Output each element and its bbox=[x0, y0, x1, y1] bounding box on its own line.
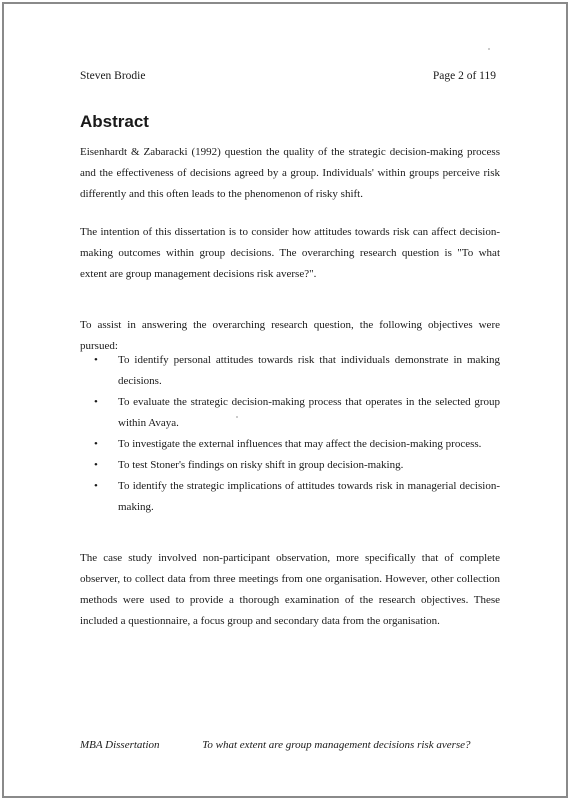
bullet-icon: • bbox=[94, 354, 98, 366]
page-header bbox=[80, 70, 496, 82]
footer-right: To what extent are group management decisions risk averse? bbox=[202, 739, 471, 751]
header-page-number: Page 2 of 119 bbox=[432, 70, 496, 82]
footer-left: MBA Dissertation bbox=[80, 739, 160, 751]
objective-text: To identify personal attitudes towards risk that individuals demonstrate in making decisions. bbox=[118, 354, 500, 387]
objective-text: To evaluate the strategic decision-making process that operates in the selected group within Avaya. bbox=[118, 396, 500, 429]
scan-speck bbox=[488, 48, 490, 50]
header-author: Steven Brodie bbox=[80, 70, 146, 82]
abstract-paragraph-3: To assist in answering the overarching research question, the following objectives were pursued: bbox=[80, 319, 500, 352]
objectives-list bbox=[94, 350, 500, 518]
list-item bbox=[94, 476, 500, 518]
document-page bbox=[2, 2, 568, 798]
objective-text: To identify the strategic implications of attitudes towards risk in managerial decision-making. bbox=[118, 480, 500, 513]
page-footer bbox=[80, 739, 471, 751]
objective-text: To test Stoner's findings on risky shift in group decision-making. bbox=[118, 459, 404, 471]
list-item bbox=[94, 392, 500, 434]
list-item bbox=[94, 434, 500, 455]
bullet-icon: • bbox=[94, 438, 98, 450]
section-title: Abstract bbox=[80, 112, 149, 131]
bullet-icon: • bbox=[94, 396, 98, 408]
abstract-paragraph-2: The intention of this dissertation is to consider how attitudes towards risk can affect decision-making outcomes within group decisions. The overarching research question is "To what extent are group management decisions risk averse?". bbox=[80, 226, 500, 280]
list-item bbox=[94, 455, 500, 476]
scan-speck bbox=[236, 416, 238, 418]
bullet-icon: • bbox=[94, 480, 98, 492]
abstract-paragraph-1: Eisenhardt & Zabaracki (1992) question the quality of the strategic decision-making process and the effectiveness of decisions agreed by a group. Individuals' within groups perceive risk differently and this often leads to the phenomenon of risky shift. bbox=[80, 146, 500, 200]
abstract-paragraph-4: The case study involved non-participant observation, more specifically that of complete observer, to collect data from three meetings from one organisation. However, other collection methods were used to provide a thorough examination of the research objectives. These included a questionnaire, a focus group and secondary data from the organisation. bbox=[80, 552, 500, 627]
list-item bbox=[94, 350, 500, 392]
bullet-icon: • bbox=[94, 459, 98, 471]
objective-text: To investigate the external influences that may affect the decision-making process. bbox=[118, 438, 482, 450]
